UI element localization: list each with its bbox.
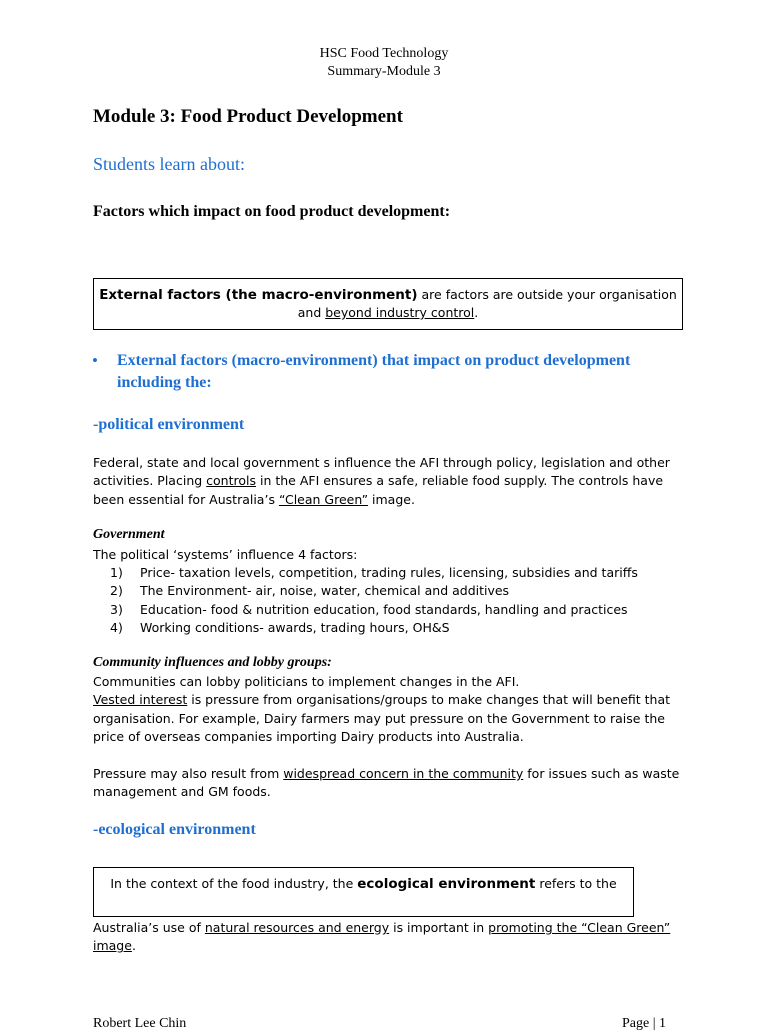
external-factors-line2-pre: and [297,305,326,320]
ecological-text-1: Australia’s use of [93,920,205,935]
vested-interest-paragraph [93,691,683,746]
government-intro: The political ‘systems’ influence 4 factors: [93,547,358,562]
external-factors-term: External factors (the macro-environment) [99,287,418,303]
list-text: Working conditions- awards, trading hours, OH&S [140,619,450,635]
list-text: Price- taxation levels, competition, trading rules, licensing, subsidies and tariffs [140,565,638,580]
community-paragraph [93,673,683,746]
external-factors-line2-post: . [474,305,479,320]
students-learn-heading: Students learn about: [93,154,245,174]
ecological-definition-box [93,867,634,917]
ecological-text-3: . [131,938,136,954]
beyond-industry-control: beyond industry control [325,305,475,320]
list-item [110,582,690,600]
list-number: 3) [110,601,123,617]
list-item [110,601,690,619]
government-heading: Government [93,527,165,542]
clean-green-image-term: promoting the “Clean Green” image [93,920,671,954]
pressure-text-2: for issues such as waste management and GM foods. [93,766,680,800]
widespread-concern-term: widespread concern in the community [283,766,524,781]
external-factors-bullet: External factors (macro-environment) that impact on product development including the: [117,352,631,391]
factors-heading: Factors which impact on food product development: [93,203,451,220]
political-paragraph [93,454,683,509]
ecological-term: ecological environment [357,876,536,892]
bullet-dot-icon: • [92,351,98,370]
module-title: Module 3: Food Product Development [93,106,403,127]
political-environment-heading: -political environment [93,416,245,433]
list-number: 2) [110,583,123,599]
footer-page-number: Page | 1 [622,1016,667,1031]
community-line-1: Communities can lobby politicians to implement changes in the AFI. [93,674,520,689]
footer-author: Robert Lee Chin [93,1016,187,1031]
political-factors-list [110,564,690,637]
controls-term: controls [206,473,256,489]
list-text: Education- food & nutrition education, food standards, handling and practices [140,601,628,617]
ecological-box-text-2: refers to the [535,876,617,891]
natural-resources-term: natural resources and energy [204,920,390,935]
external-factors-text: are factors are outside your organisation [417,287,677,302]
ecological-paragraph [93,919,683,956]
political-text-1: Federal, state and local government s influence the AFI through policy, legislation and other activities. Placing [93,455,670,489]
ecological-text-2: is important in [389,920,489,935]
pressure-text-1: Pressure may also result from [93,766,284,781]
list-item [110,564,690,582]
list-number: 1) [110,565,123,580]
ecological-box-text-1: In the context of the food industry, the [110,876,358,891]
list-text: The Environment- air, noise, water, chemical and additives [140,583,510,599]
political-text-2: in the AFI ensures a safe, reliable food supply. The controls have been essential for Australia’s [93,473,664,507]
community-influences-heading: Community influences and lobby groups: [93,655,332,670]
list-item [110,619,690,637]
vested-interest-term: Vested interest [93,692,188,708]
political-text-3: image. [368,491,415,507]
pressure-paragraph [93,765,683,802]
list-number: 4) [110,619,123,635]
ecological-environment-heading: -ecological environment [93,821,256,838]
header-line-2: Summary-Module 3 [327,64,441,79]
header-line-1: HSC Food Technology [319,46,449,61]
vested-interest-text: is pressure from organisations/groups to make changes that will benefit that organisation. For example, Dairy farmers may put pressure on the Government to raise the price of overseas companies importing Dairy products into Australia. [93,692,671,744]
external-factors-definition-box [93,278,683,330]
clean-green-term: “Clean Green” [278,491,369,507]
